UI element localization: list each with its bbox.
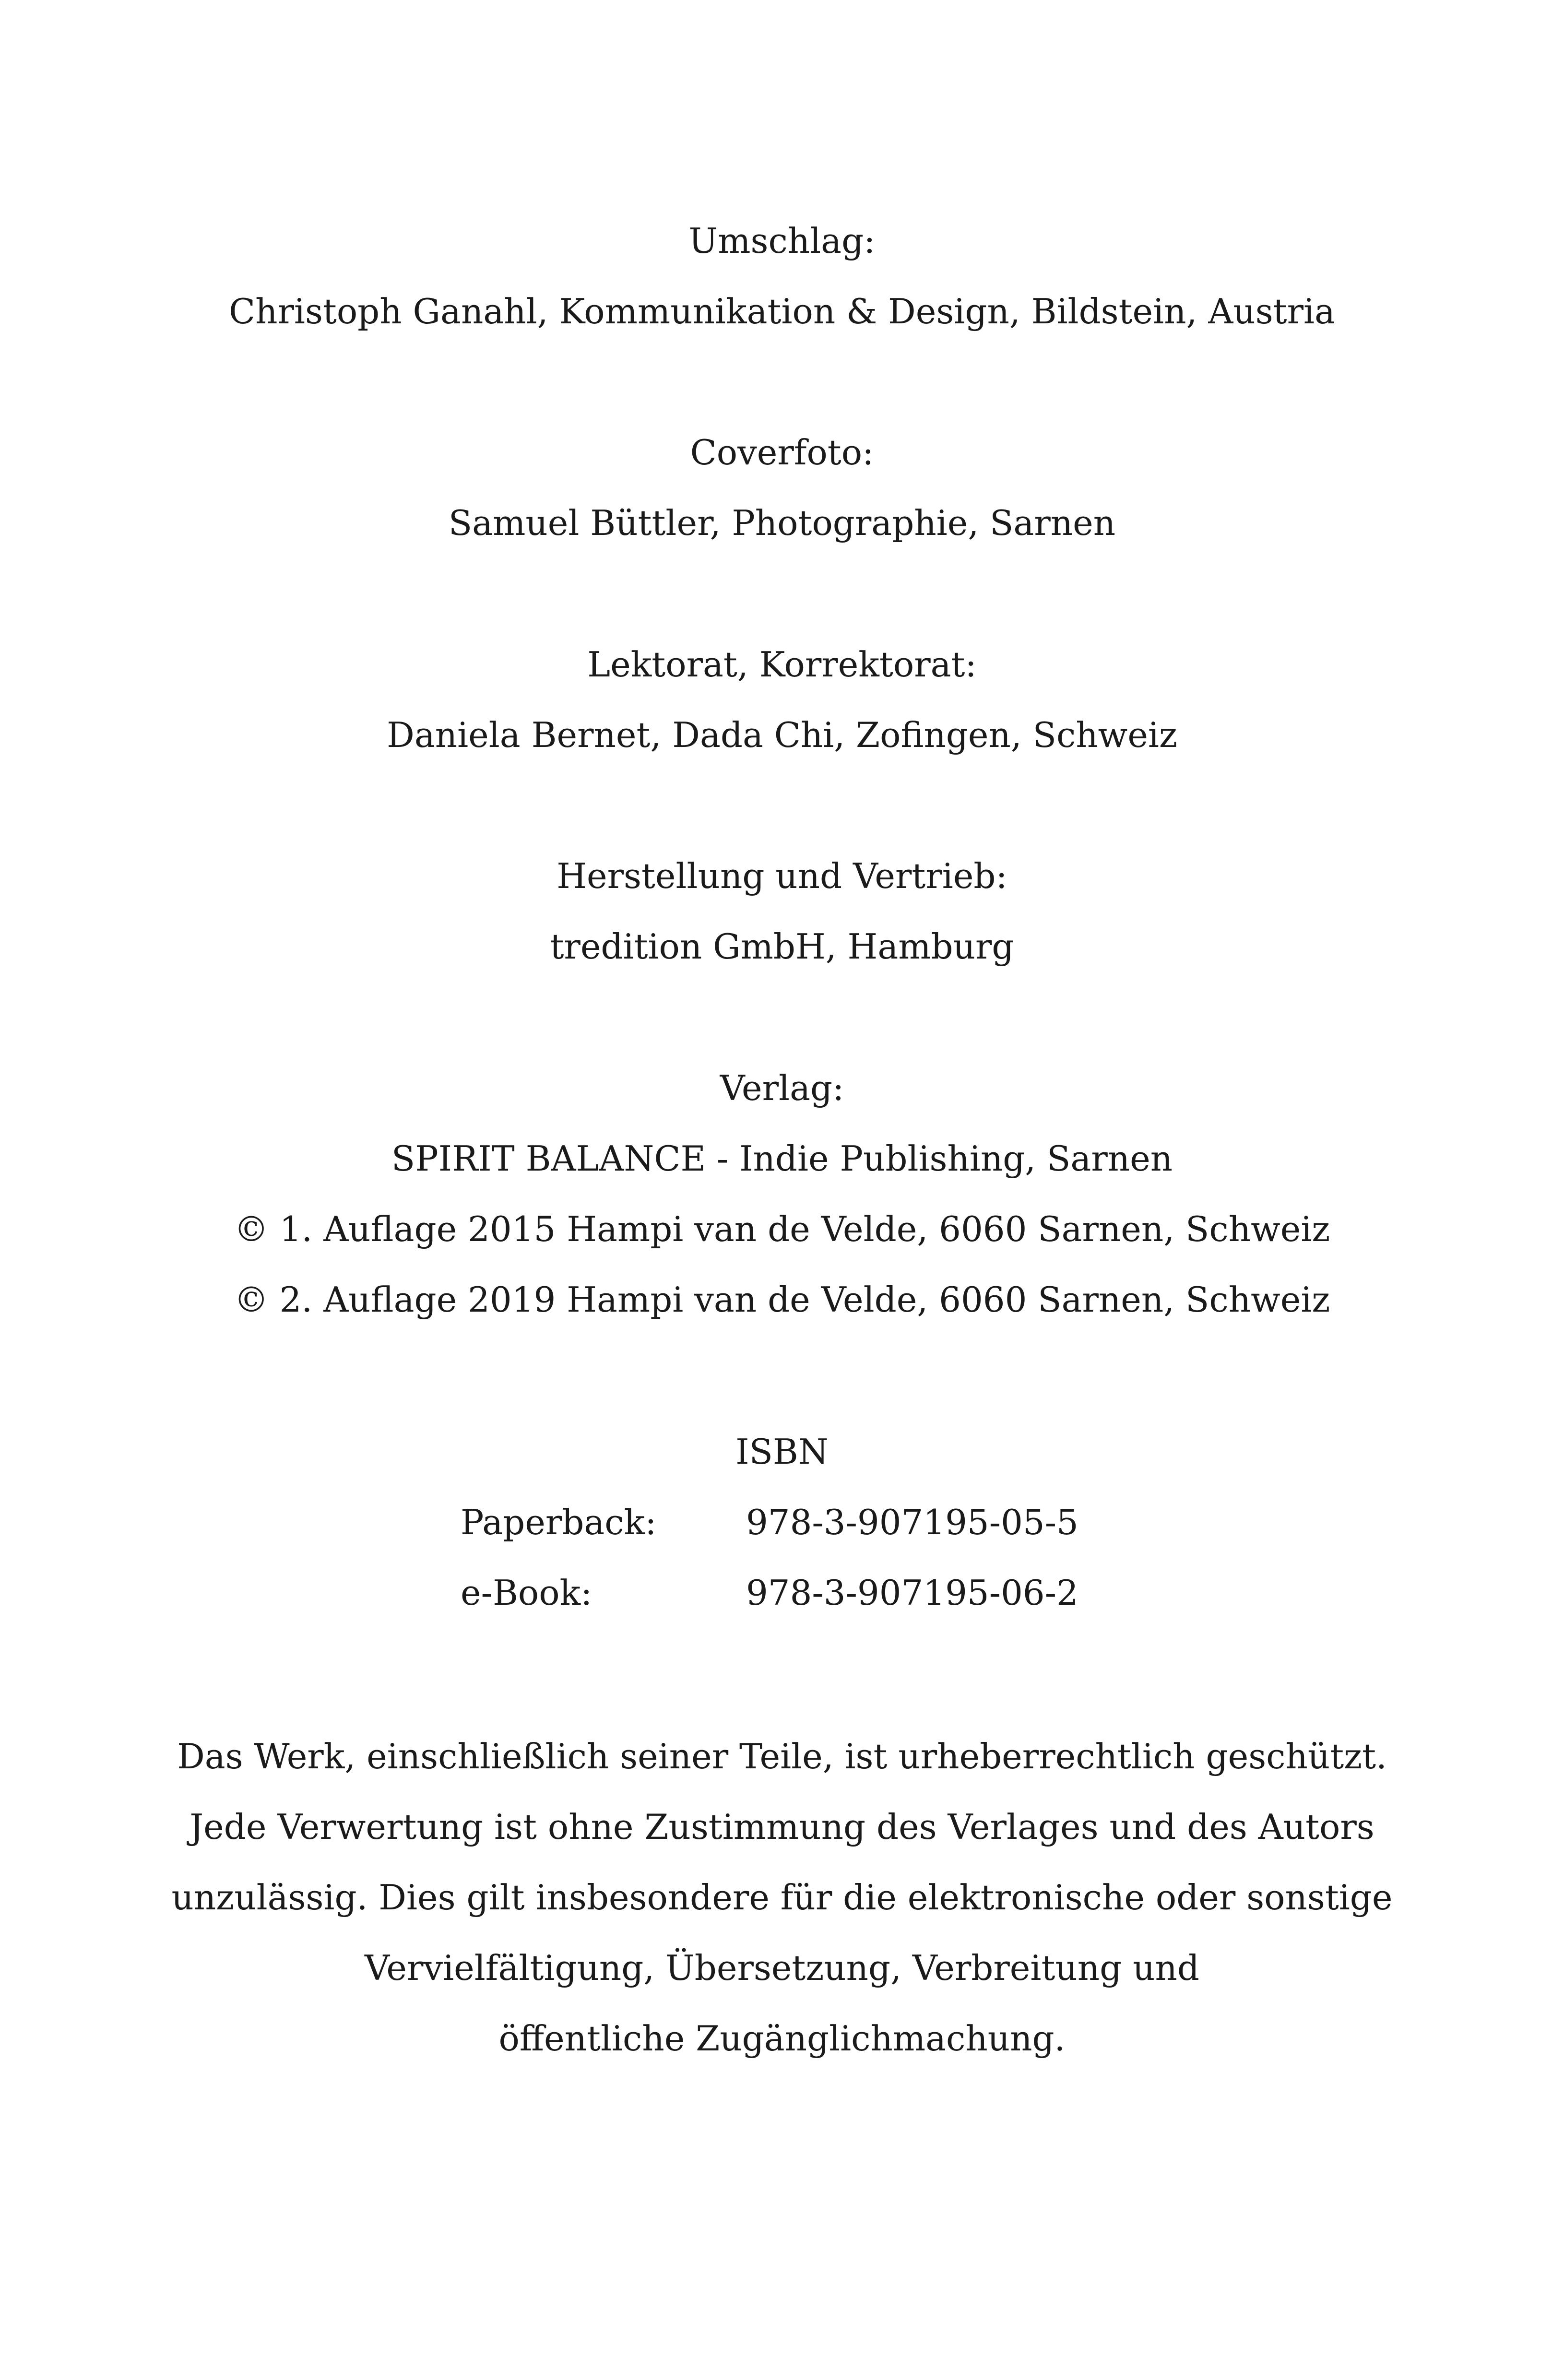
edition-line: © 1. Auflage 2015 Hampi van de Velde, 6060 Sarnen, Schweiz — [234, 1209, 1330, 1249]
copyright-notice-line: öffentliche Zugänglichmachung. — [498, 2018, 1066, 2059]
production-value: tredition GmbH, Hamburg — [550, 926, 1014, 967]
isbn-label: e-Book: — [461, 1573, 592, 1613]
cover-photo-label: Coverfoto: — [690, 432, 874, 473]
cover-photo-value: Samuel Büttler, Photographie, Sarnen — [448, 503, 1116, 543]
edition-line: © 2. Auflage 2019 Hampi van de Velde, 6060 Sarnen, Schweiz — [234, 1279, 1330, 1320]
editing-label: Lektorat, Korrektorat: — [587, 644, 977, 685]
copyright-notice-line: Das Werk, einschließlich seiner Teile, ist urheberrechtlich geschützt. — [177, 1736, 1387, 1776]
cover-design-value: Christoph Ganahl, Kommunikation & Design, Bildstein, Austria — [229, 291, 1335, 332]
editing-value: Daniela Bernet, Dada Chi, Zofingen, Schweiz — [387, 715, 1177, 755]
isbn-number: 978-3-907195-06-2 — [746, 1573, 1078, 1613]
copyright-notice-line: unzulässig. Dies gilt insbesondere für die elektronische oder sonstige — [171, 1877, 1393, 1918]
copyright-notice-line: Vervielfältigung, Übersetzung, Verbreitung und — [365, 1948, 1199, 1988]
isbn-label: Paperback: — [461, 1502, 657, 1542]
copyright-notice-line: Jede Verwertung ist ohne Zustimmung des Verlages und des Autors — [190, 1807, 1374, 1847]
isbn-heading: ISBN — [735, 1432, 829, 1472]
production-label: Herstellung und Vertrieb: — [557, 856, 1007, 896]
publisher-name: SPIRIT BALANCE - Indie Publishing, Sarnen — [391, 1138, 1173, 1179]
isbn-number: 978-3-907195-05-5 — [746, 1502, 1078, 1542]
cover-design-label: Umschlag: — [688, 221, 876, 261]
publisher-label: Verlag: — [720, 1068, 844, 1108]
